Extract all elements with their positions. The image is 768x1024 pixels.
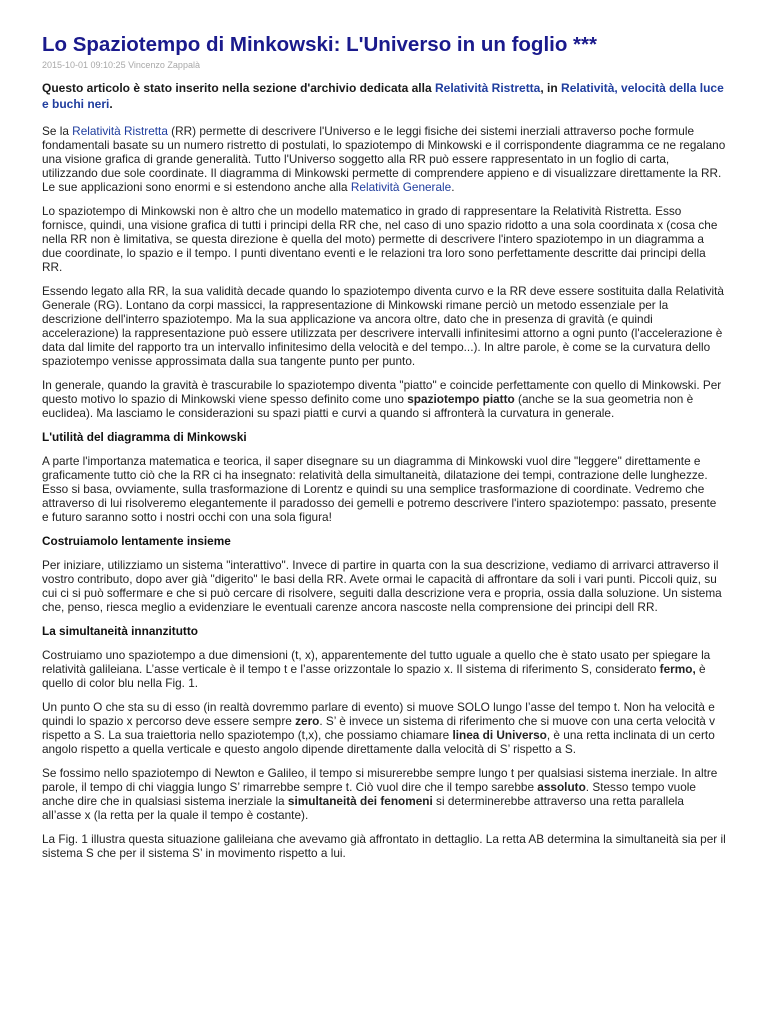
bold-term: spaziotempo piatto <box>407 392 515 406</box>
link-relativita-ristretta-inline[interactable]: Relatività Ristretta <box>72 124 168 138</box>
paragraph-text: Un punto O che sta su di esso (in realtà dovremmo parlare di evento) si muove SOLO lungo l’asse del tempo t. Non ha velocità e quindi lo spazio x percorso deve essere sempre <box>42 700 715 728</box>
paragraph-text: . Stesso tempo vuole anche dire che in qualsiasi sistema inerziale la <box>42 780 696 808</box>
paragraph-9 <box>42 766 726 822</box>
paragraph-10: La Fig. 1 illustra questa situazione galileiana che avevamo già affrontato in dettaglio. La retta AB determina la simultaneità sia per il sistema S che per il sistema S’ in movimento rispetto a lui. <box>42 832 726 860</box>
paragraph-1 <box>42 124 726 194</box>
bold-term: linea di Universo <box>452 728 547 742</box>
article-meta: 2015-10-01 09:10:25 Vincenzo Zappalà <box>42 60 200 70</box>
section-heading-costruiamolo: Costruiamolo lentamente insieme <box>42 534 231 548</box>
article-lead <box>42 80 726 112</box>
section-heading-utilita: L'utilità del diagramma di Minkowski <box>42 430 247 444</box>
link-relativita-buchi-neri[interactable]: Relatività, velocità della luce e buchi neri <box>42 81 724 111</box>
section-heading-simultaneita: La simultaneità innanzitutto <box>42 624 198 638</box>
paragraph-text: . S’ è invece un sistema di riferimento che si muove con una certa velocità v rispetto a S. La sua traiettoria nello spaziotempo (t,x), che possiamo chiamare <box>42 714 715 742</box>
lead-text: , in <box>540 81 562 95</box>
paragraph-6: Per iniziare, utilizziamo un sistema "interattivo". Invece di partire in quarta con la sua descrizione, vediamo di arrivarci attraverso il vostro contributo, dopo aver già "digerito" le basi della RR. Avete ormai le capacità di affrontare da soli i vari punti. Piccoli quiz, su cui ci si può soffermare e che si può cercare di risolvere, seguiti dalla descrizione vera e propria, ossia dalla soluzione. Un sistema che, penso, riesca meglio a evidenziare le eventuali carenze ancora nascoste nella comprensione dei principi dell RR. <box>42 558 722 614</box>
article-title: Lo Spaziotempo di Minkowski: L'Universo in un foglio *** <box>42 33 597 56</box>
bold-term: assoluto <box>537 780 586 794</box>
paragraph-2: Lo spaziotempo di Minkowski non è altro che un modello matematico in grado di rappresentare la Relatività Ristretta. Esso fornisce, quindi, una visione grafica di tutti i principi della RR che, nel caso di uno spazio ridotto a una sola coordinata x (cosa che nella RR non è limitativa, se questa direzione è quella del moto) permette di descrivere l'intero spaziotempo in un diagramma a due coordinate, lo spazio e il tempo. I punti diventano eventi e le relazioni tra loro sono perfettamente descritte dai principi della RR. <box>42 204 718 274</box>
lead-text: Questo articolo è stato inserito nella sezione d'archivio dedicata alla <box>42 81 435 95</box>
paragraph-text: . <box>451 180 455 194</box>
lead-text: . <box>109 97 113 111</box>
bold-term: simultaneità dei fenomeni <box>287 794 433 808</box>
paragraph-5: A parte l'importanza matematica e teorica, il saper disegnare su un diagramma di Minkowski vuol dire "leggere" direttamente e graficamente tutto ciò che la RR ci ha insegnato: relatività della simultaneità, dilatazione dei tempi, contrazione delle lunghezze. Esso si basa, ovviamente, sulla trasformazione di Lorentz e quindi su una semplice trasformazione di coordinate. Vedremo che attraverso di lui risolveremo elegantemente il paradosso dei gemelli e potremo descrivere l'intero spaziotempo: passato, presente e futuro saranno sotto i nostri occhi con una sola figura! <box>42 454 717 524</box>
paragraph-text: , è una retta inclinata di un certo angolo rispetto a quella verticale e questo angolo dipende direttamente dalla velocità di S’ rispetto a S. <box>42 728 715 756</box>
paragraph-4 <box>42 378 726 420</box>
link-relativita-ristretta[interactable]: Relatività Ristretta <box>434 81 541 95</box>
paragraph-3: Essendo legato alla RR, la sua validità decade quando lo spaziotempo diventa curvo e la RR deve essere sostituita dalla Relatività Generale (RG). Lontano da corpi massicci, la rappresentazione di Minkowski rimane perciò un metodo essenziale per la descrizione dell'interro spaziotempo. Ma la sua applicazione va ancora oltre, dato che in presenza di gravità (e quindi accelerazione) la rappresentazione può essere utilizzata per descrivere intervalli infinitesimi attorno a ogni punto (l'accelerazione è data dal limite del rapporto tra un intervallo infinitesimo della velocità e del tempo...). In altre parole, è come se la curvatura dello spaziotempo venisse approssimata dalla sua tangente punto per punto. <box>42 284 724 368</box>
paragraph-7 <box>42 648 726 690</box>
paragraph-text: (anche se la sua geometria non è euclidea). Ma lasciamo le considerazioni su spazi piatti e curvi a quando si affronterà la curvatura in generale. <box>42 392 694 420</box>
paragraph-8 <box>42 700 726 756</box>
paragraph-text: (RR) permette di descrivere l'Universo e le leggi fisiche dei sistemi inerziali attraverso poche formule fondamentali basate su un numero ristretto di postulati, lo spaziotempo di Minkowski e il corrispondente diagramma ce ne regalano una visione grafica di grande generalità. Tutto l'Universo soggetto alla RR può essere rappresentato in un foglio di carta, utilizzando due sole coordinate. Il diagramma di Minkowski permette di comprendere appieno e di visualizzare direttamente la RR. Le sue applicazioni sono enormi e si estendono anche alla <box>42 124 726 194</box>
link-relativita-generale[interactable]: Relatività Generale <box>350 180 452 194</box>
paragraph-text: Se fossimo nello spaziotempo di Newton e Galileo, il tempo si misurerebbe sempre lungo t per qualsiasi sistema inerziale. In altre parole, il tempo di chi viaggia lungo S’ rimarrebbe sempre t. Ciò vuol dire che il tempo sarebbe <box>42 766 718 794</box>
bold-term: fermo, <box>659 662 696 676</box>
bold-term: zero <box>295 714 320 728</box>
paragraph-text: si determinerebbe attraverso una retta parallela all’asse x (la retta per la quale il tempo è costante). <box>42 794 684 822</box>
paragraph-text: è quello di color blu nella Fig. 1. <box>42 662 706 690</box>
paragraph-text: Se la <box>42 124 73 138</box>
paragraph-text: Costruiamo uno spaziotempo a due dimensioni (t, x), apparentemente del tutto uguale a quello che è stato usato per spiegare la relatività galileiana. L’asse verticale è il tempo t e l’asse orizzontale lo spazio x. Il sistema di riferimento S, considerato <box>42 648 711 676</box>
paragraph-text: In generale, quando la gravità è trascurabile lo spaziotempo diventa "piatto" e coincide perfettamente con quello di Minkowski. Per questo motivo lo spazio di Minkowski viene spesso definito come uno <box>42 378 722 406</box>
